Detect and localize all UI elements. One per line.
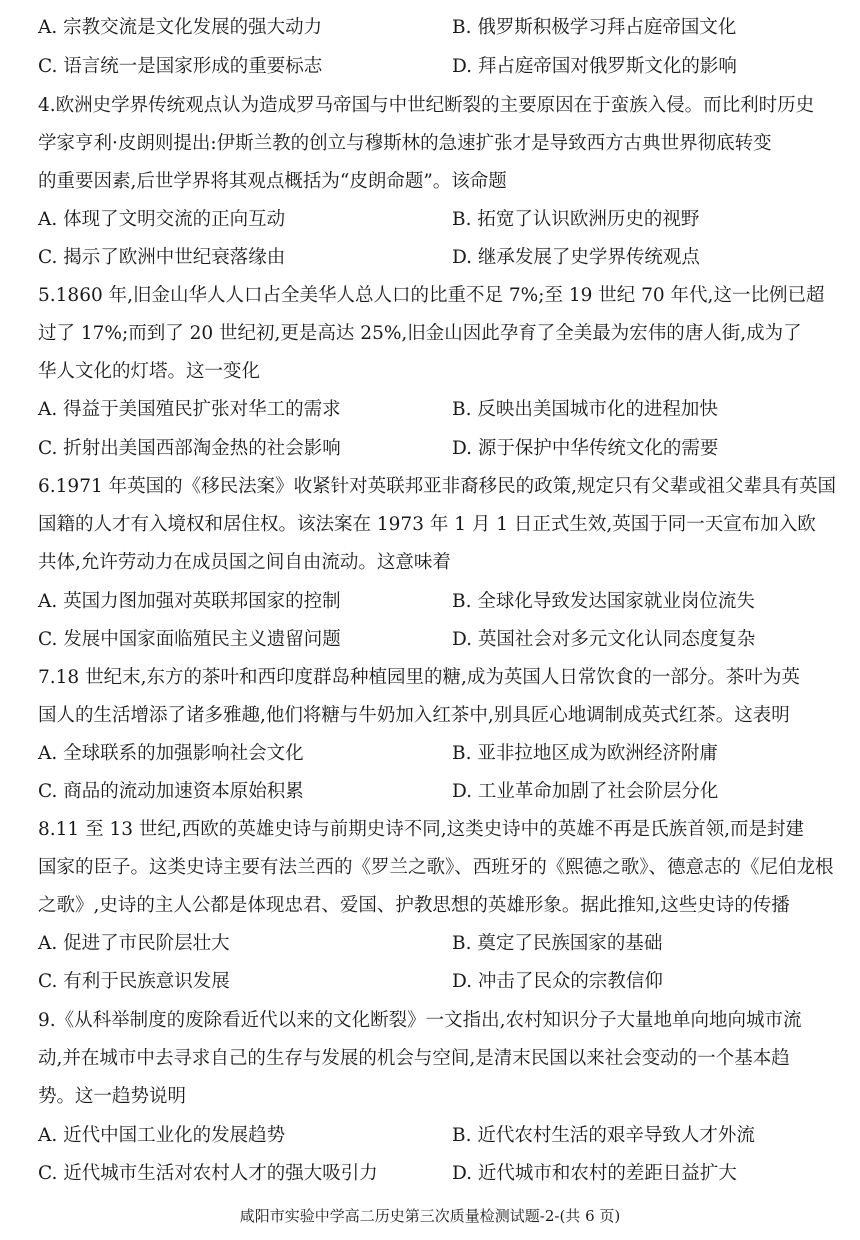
q8-stem-line-2: 国家的臣子。这类史诗主要有法兰西的《罗兰之歌》、西班牙的《熙德之歌》、德意志的《尼伯龙根: [38, 857, 834, 878]
q6-stem-line-1: 6.1971 年英国的《移民法案》收紧针对英联邦亚非裔移民的政策,规定只有父辈或祖父辈具有英国: [38, 476, 836, 497]
q6-option-b: B. 全球化导致发达国家就业岗位流失: [452, 591, 755, 612]
q6-option-c: C. 发展中国家面临殖民主义遗留问题: [38, 629, 341, 650]
q4-stem-line-3: 的重要因素,后世学界将其观点概括为“皮朗命题”。该命题: [38, 171, 507, 192]
q9-option-d: D. 近代城市和农村的差距日益扩大: [452, 1163, 737, 1184]
q4-option-d: D. 继承发展了史学界传统观点: [452, 247, 700, 268]
q9-option-a: A. 近代中国工业化的发展趋势: [38, 1125, 286, 1146]
q7-option-d: D. 工业革命加剧了社会阶层分化: [452, 781, 719, 802]
q3-option-a: A. 宗教交流是文化发展的强大动力: [38, 17, 323, 38]
q9-option-c: C. 近代城市生活对农村人才的强大吸引力: [38, 1163, 378, 1184]
q5-stem-line-1: 5.1860 年,旧金山华人人口占全美华人总人口的比重不足 7%;至 19 世纪 70 年代,这一比例已超: [38, 285, 825, 306]
q3-option-d: D. 拜占庭帝国对俄罗斯文化的影响: [452, 56, 737, 77]
q8-stem-line-1: 8.11 至 13 世纪,西欧的英雄史诗与前期史诗不同,这类史诗中的英雄不再是氏族首领,而是封建: [38, 819, 805, 840]
q3-option-b: B. 俄罗斯积极学习拜占庭帝国文化: [452, 17, 737, 38]
q6-stem-line-2: 国籍的人才有入境权和居住权。该法案在 1973 年 1 月 1 日正式生效,英国于同一天宣布加入欧: [38, 514, 816, 535]
page-footer: 咸阳市实验中学高二历史第三次质量检测试题-2-(共 6 页): [239, 1207, 621, 1225]
q7-option-b: B. 亚非拉地区成为欧洲经济附庸: [452, 743, 718, 764]
q6-stem-line-3: 共体,允许劳动力在成员国之间自由流动。这意味着: [38, 552, 451, 573]
q8-option-d: D. 冲击了民众的宗教信仰: [452, 971, 663, 992]
q4-option-a: A. 体现了文明交流的正向互动: [38, 209, 286, 230]
q5-option-d: D. 源于保护中华传统文化的需要: [452, 438, 719, 459]
q6-option-d: D. 英国社会对多元文化认同态度复杂: [452, 629, 756, 650]
q3-option-c: C. 语言统一是国家形成的重要标志: [38, 56, 323, 77]
q8-option-b: B. 奠定了民族国家的基础: [452, 933, 663, 954]
q9-stem-line-1: 9.《从科举制度的废除看近代以来的文化断裂》一文指出,农村知识分子大量地单向地向城市流: [38, 1010, 802, 1031]
q5-option-c: C. 折射出美国西部淘金热的社会影响: [38, 438, 341, 459]
q5-option-a: A. 得益于美国殖民扩张对华工的需求: [38, 399, 341, 420]
q4-option-b: B. 拓宽了认识欧洲历史的视野: [452, 209, 700, 230]
q8-option-c: C. 有利于民族意识发展: [38, 971, 230, 992]
q4-stem-line-1: 4.欧洲史学界传统观点认为造成罗马帝国与中世纪断裂的主要原因在于蛮族入侵。而比利时历史: [38, 95, 815, 116]
q4-stem-line-2: 学家亨利·皮朗则提出:伊斯兰教的创立与穆斯林的急速扩张才是导致西方古典世界彻底转变: [38, 133, 772, 154]
q7-option-c: C. 商品的流动加速资本原始积累: [38, 781, 304, 802]
q9-option-b: B. 近代农村生活的艰辛导致人才外流: [452, 1125, 755, 1146]
q5-option-b: B. 反映出美国城市化的进程加快: [452, 399, 718, 420]
q4-option-c: C. 揭示了欧洲中世纪衰落缘由: [38, 247, 286, 268]
q6-option-a: A. 英国力图加强对英联邦国家的控制: [38, 591, 341, 612]
q8-stem-line-3: 之歌》,史诗的主人公都是体现忠君、爱国、护教思想的英雄形象。据此推知,这些史诗的传播: [38, 895, 790, 916]
q5-stem-line-2: 过了 17%;而到了 20 世纪初,更是高达 25%,旧金山因此孕育了全美最为宏伟的唐人街,成为了: [38, 323, 802, 344]
q8-option-a: A. 促进了市民阶层壮大: [38, 933, 230, 954]
q9-stem-line-3: 势。这一趋势说明: [38, 1086, 187, 1107]
q9-stem-line-2: 动,并在城市中去寻求自己的生存与发展的机会与空间,是清末民国以来社会变动的一个基本趋: [38, 1048, 790, 1069]
q7-stem-line-1: 7.18 世纪末,东方的茶叶和西印度群岛种植园里的糖,成为英国人日常饮食的一部分。茶叶为英: [38, 667, 800, 688]
q7-stem-line-2: 国人的生活增添了诸多雅趣,他们将糖与牛奶加入红茶中,别具匠心地调制成英式红茶。这表明: [38, 705, 790, 726]
q5-stem-line-3: 华人文化的灯塔。这一变化: [38, 361, 261, 382]
q7-option-a: A. 全球联系的加强影响社会文化: [38, 743, 304, 764]
